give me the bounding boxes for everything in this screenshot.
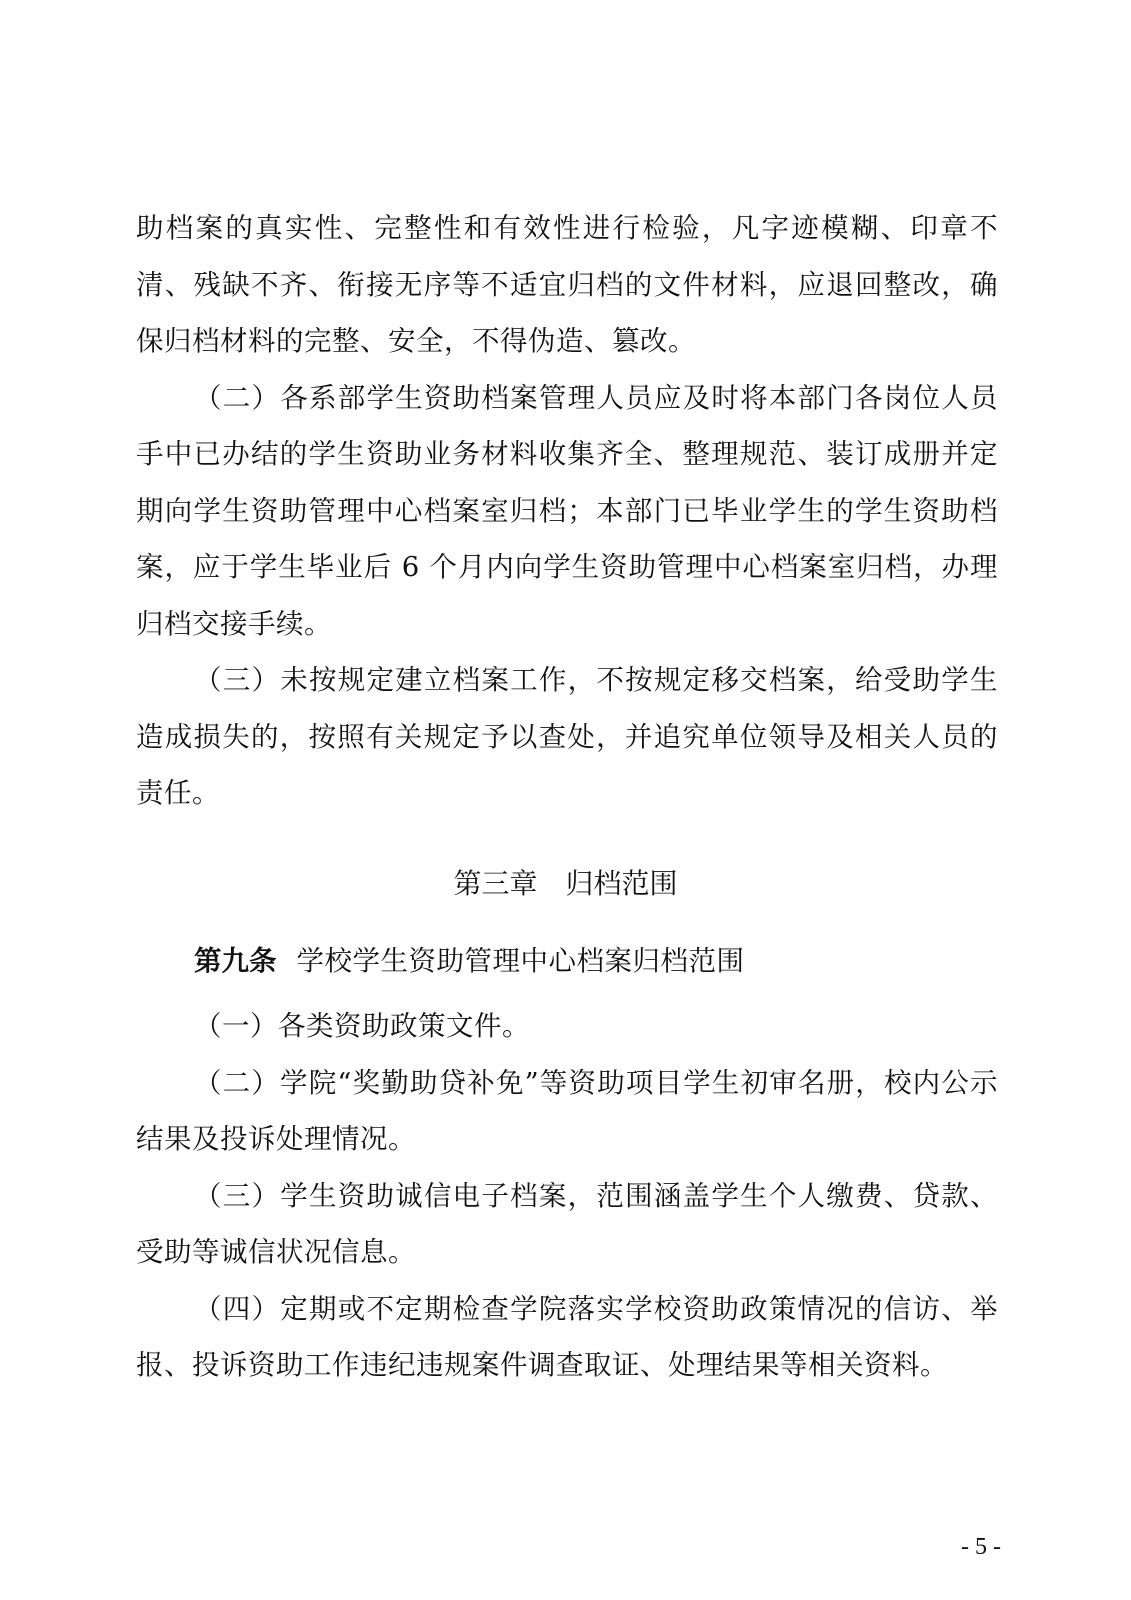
continued-text-block [136, 200, 998, 822]
paragraph-continued: 助档案的真实性、完整性和有效性进行检验，凡字迹模糊、印章不清、残缺不齐、衔接无序等不适宜归档的文件材料，应退回整改，确保归档材料的完整、安全，不得伪造、篡改。 [136, 212, 998, 357]
chapter-number: 第三章 [453, 867, 538, 900]
article-item-4: （四）定期或不定期检查学院落实学校资助政策情况的信访、举报、投诉资助工作违纪违规案件调查取证、处理结果等相关资料。 [136, 1292, 998, 1381]
page-number: - 5 - [961, 1534, 1001, 1560]
chapter-title: 归档范围 [565, 867, 678, 900]
article-item-2: （二）学院“奖勤助贷补免”等资助项目学生初审名册，校内公示结果及投诉处理情况。 [136, 1066, 998, 1155]
article-title: 学校学生资助管理中心档案归档范围 [296, 945, 745, 977]
paragraph-item-2: （二）各系部学生资助档案管理人员应及时将本部门各岗位人员手中已办结的学生资助业务材料收集齐全、整理规范、装订成册并定期向学生资助管理中心档案室归档；本部门已毕业学生的学生资助档案，应于学生毕业后 6 个月内向学生资助管理中心档案室归档，办理归档交接手续。 [136, 381, 998, 640]
article-item-1: （一）各类资助政策文件。 [194, 1010, 530, 1042]
article-heading [194, 941, 745, 981]
chapter-heading [0, 864, 1131, 904]
paragraph-item-3: （三）未按规定建立档案工作，不按规定移交档案，给受助学生造成损失的，按照有关规定予以查处，并追究单位领导及相关人员的责任。 [136, 664, 998, 809]
article-number: 第九条 [194, 945, 277, 977]
article-item-3: （三）学生资助诚信电子档案，范围涵盖学生个人缴费、贷款、受助等诚信状况信息。 [136, 1179, 998, 1268]
article-items-block [136, 998, 998, 1394]
